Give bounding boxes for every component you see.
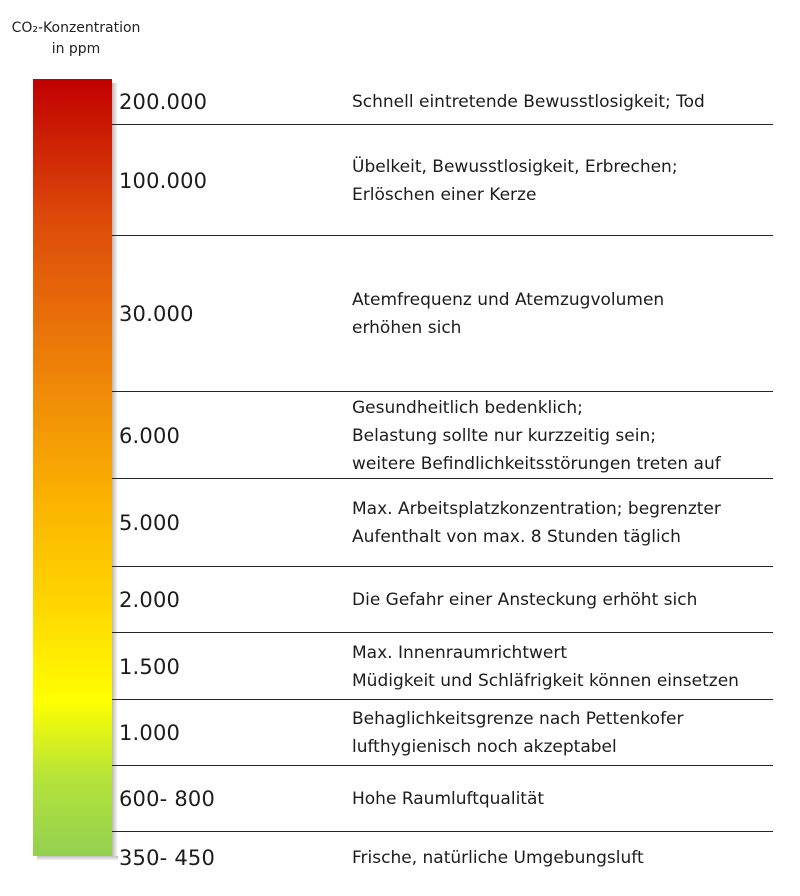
level-row-350-450 [112,832,773,884]
level-row-1000 [112,700,773,766]
level-value: 5.000 [119,511,181,535]
level-row-6000 [112,392,773,479]
level-description: Behaglichkeitsgrenze nach Pettenkofer lufthygienisch noch akzeptabel [352,709,684,757]
level-row-100000 [112,125,773,236]
level-value: 1.500 [119,654,181,679]
level-value: 6.000 [119,423,181,448]
level-description: Schnell eintretende Bewusstlosigkeit; Tod [352,92,705,112]
level-value: 1.000 [119,721,181,745]
level-row-30000 [112,236,773,392]
level-value: 2.000 [119,588,181,612]
level-value: 100.000 [119,168,208,193]
level-value: 600- 800 [119,787,216,811]
level-row-200000 [112,79,773,125]
level-row-1500 [112,633,773,700]
level-row-600-800 [112,766,773,832]
level-description: Frische, natürliche Umgebungsluft [352,848,644,868]
level-description: Max. Innenraumrichtwert Müdigkeit und Schläfrigkeit können einsetzen [352,642,739,691]
level-description: Übelkeit, Bewusstlosigkeit, Erbrechen; Erlöschen einer Kerze [352,156,678,205]
level-description: Gesundheitlich bedenklich; Belastung sollte nur kurzzeitig sein; weitere Befindlichkeitsstörungen treten auf [352,397,721,474]
level-value: 30.000 [119,302,194,326]
level-row-5000 [112,479,773,567]
level-description: Hohe Raumluftqualität [352,789,545,809]
scale-title: CO₂-Konzentration [11,20,141,36]
level-value: 350- 450 [119,846,216,870]
level-description: Max. Arbeitsplatzkonzentration; begrenzter Aufenthalt von max. 8 Stunden täglich [352,499,721,547]
level-value: 200.000 [119,90,208,114]
level-description: Die Gefahr einer Ansteckung erhöht sich [352,590,698,610]
level-row-2000 [112,567,773,633]
level-description: Atemfrequenz und Atemzugvolumen erhöhen sich [352,290,665,338]
scale-unit: in ppm [51,41,101,57]
